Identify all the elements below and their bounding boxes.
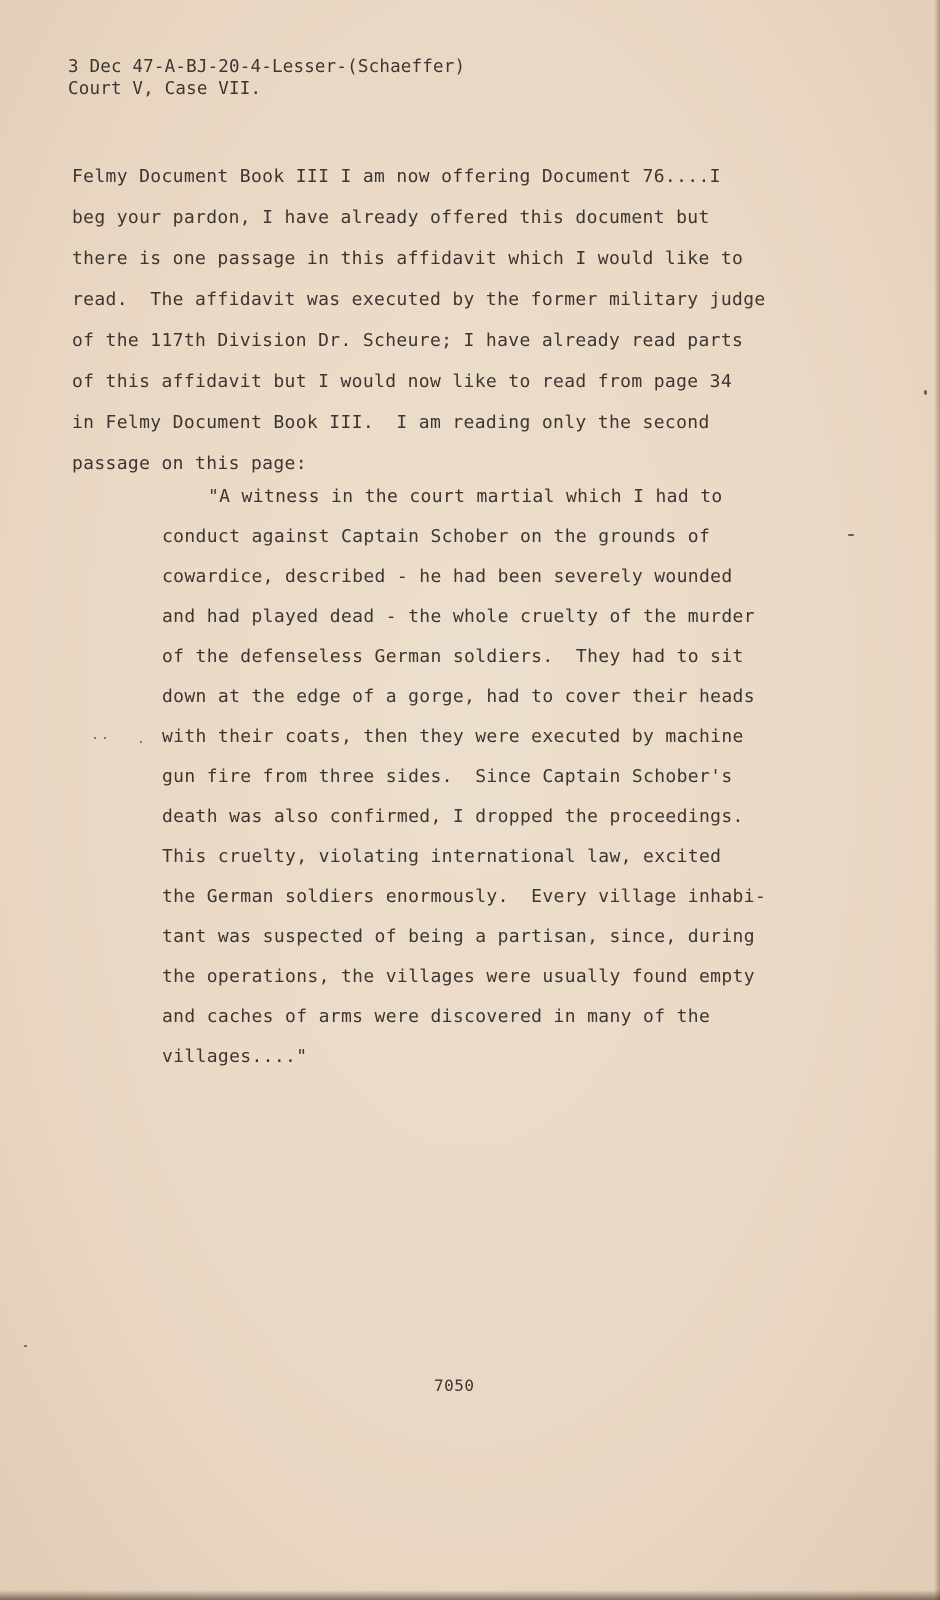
paper-speck (24, 1345, 27, 1347)
page-edge-shadow (0, 1590, 940, 1600)
body-line: in Felmy Document Book III. I am reading only the second (72, 412, 710, 433)
paper-speck (104, 737, 106, 739)
quote-line: "A witness in the court martial which I had to (208, 486, 723, 507)
quote-line: with their coats, then they were executed by machine (162, 726, 744, 747)
quote-line: the German soldiers enormously. Every village inhabi- (162, 886, 767, 907)
paper-speck (94, 737, 96, 739)
quote-line: the operations, the villages were usually found empty (162, 966, 755, 987)
quote-line: cowardice, described - he had been severely wounded (162, 566, 733, 587)
quote-line: and had played dead - the whole cruelty of the murder (162, 606, 755, 627)
document-header (68, 56, 465, 100)
quote-line: death was also confirmed, I dropped the proceedings. (162, 806, 744, 827)
header-court-case-line: Court V, Case VII. (68, 79, 262, 99)
quote-line: tant was suspected of being a partisan, since, during (162, 926, 755, 947)
page-edge-shadow (934, 0, 940, 1600)
page-number: 7050 (434, 1376, 475, 1395)
paper-speck (924, 390, 927, 395)
body-line: there is one passage in this affidavit which I would like to (72, 248, 744, 269)
quote-line: villages...." (162, 1046, 308, 1067)
paper-speck (140, 741, 142, 743)
header-reference-line: 3 Dec 47-A-BJ-20-4-Lesser-(Schaeffer) (68, 57, 466, 77)
quote-line: gun fire from three sides. Since Captain Schober's (162, 766, 733, 787)
body-line: of this affidavit but I would now like to read from page 34 (72, 371, 733, 392)
body-line: beg your pardon, I have already offered this document but (72, 207, 710, 228)
quote-line: This cruelty, violating international law, excited (162, 846, 722, 867)
body-line: Felmy Document Book III I am now offering Document 76....I (72, 166, 721, 187)
quote-line: of the defenseless German soldiers. They had to sit (162, 646, 744, 667)
body-line: passage on this page: (72, 453, 307, 474)
quoted-affidavit-passage (162, 477, 852, 1077)
quote-line: and caches of arms were discovered in many of the (162, 1006, 711, 1027)
paper-speck (848, 534, 854, 536)
body-line: read. The affidavit was executed by the former military judge (72, 289, 766, 310)
body-line: of the 117th Division Dr. Scheure; I have already read parts (72, 330, 744, 351)
quote-line: down at the edge of a gorge, had to cover their heads (162, 686, 755, 707)
quote-line: conduct against Captain Schober on the grounds of (162, 526, 711, 547)
body-paragraph (72, 156, 842, 484)
